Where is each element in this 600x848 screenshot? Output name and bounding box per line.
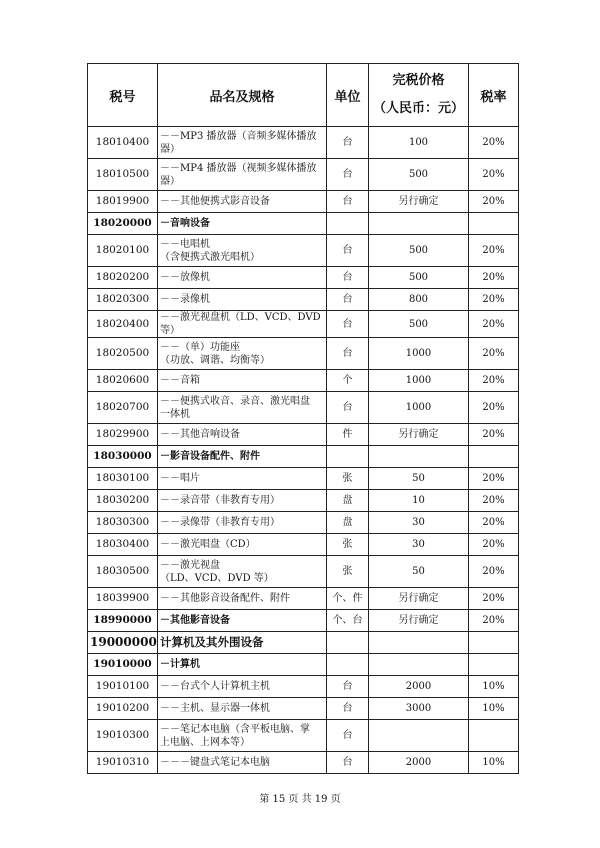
unit-cell: 台 bbox=[327, 392, 369, 424]
price-cell: 另行确定 bbox=[369, 610, 469, 632]
description-line: －－笔记本电脑（含平板电脑、掌 bbox=[160, 723, 310, 735]
rate-cell bbox=[469, 632, 519, 654]
header-rate: 税率 bbox=[469, 64, 519, 127]
rate-cell: 20% bbox=[469, 468, 519, 490]
price-cell: 800 bbox=[369, 289, 469, 311]
price-cell: 1000 bbox=[369, 392, 469, 424]
price-cell: 500 bbox=[369, 159, 469, 191]
table-row bbox=[88, 610, 519, 632]
tariff-code: 18020100 bbox=[88, 235, 158, 267]
rate-cell: 20% bbox=[469, 311, 519, 338]
rate-cell: 20% bbox=[469, 392, 519, 424]
rate-cell: 20% bbox=[469, 512, 519, 534]
unit-cell: 台 bbox=[327, 720, 369, 752]
table-row bbox=[88, 654, 519, 676]
tariff-code: 18029900 bbox=[88, 424, 158, 446]
item-description bbox=[158, 235, 327, 267]
tariff-code: 19010300 bbox=[88, 720, 158, 752]
table-row bbox=[88, 490, 519, 512]
table-row bbox=[88, 159, 519, 191]
tariff-code: 18030500 bbox=[88, 556, 158, 588]
price-cell bbox=[369, 632, 469, 654]
item-description bbox=[158, 534, 327, 556]
table-row bbox=[88, 311, 519, 338]
table-row bbox=[88, 289, 519, 311]
description-line: （功放、调谐、均衡等） bbox=[160, 354, 270, 366]
rate-cell: 10% bbox=[469, 698, 519, 720]
item-description bbox=[158, 588, 327, 610]
unit-cell bbox=[327, 632, 369, 654]
price-cell bbox=[369, 446, 469, 468]
tariff-code: 18039900 bbox=[88, 588, 158, 610]
rate-cell: 20% bbox=[469, 338, 519, 370]
tariff-code: 18019900 bbox=[88, 191, 158, 213]
table-row bbox=[88, 534, 519, 556]
header-price-line1: 完税价格 bbox=[392, 73, 445, 88]
item-description bbox=[158, 446, 327, 468]
description-line: －－激光唱盘（CD） bbox=[160, 539, 256, 550]
item-description bbox=[158, 752, 327, 774]
price-cell: 50 bbox=[369, 556, 469, 588]
item-description bbox=[158, 654, 327, 676]
tariff-code: 18020600 bbox=[88, 370, 158, 392]
tariff-code: 18030400 bbox=[88, 534, 158, 556]
description-line: －－MP3 播放器（音频多媒体播放 bbox=[160, 130, 317, 142]
description-line: －音响设备 bbox=[160, 218, 210, 229]
tariff-code: 19010310 bbox=[88, 752, 158, 774]
table-row bbox=[88, 191, 519, 213]
rate-cell: 20% bbox=[469, 370, 519, 392]
item-description bbox=[158, 720, 327, 752]
unit-cell: 张 bbox=[327, 534, 369, 556]
item-description bbox=[158, 191, 327, 213]
table-row bbox=[88, 446, 519, 468]
table-row bbox=[88, 468, 519, 490]
description-line: －－（单）功能座 bbox=[160, 341, 240, 353]
tariff-code: 19010000 bbox=[88, 654, 158, 676]
item-description bbox=[158, 159, 327, 191]
unit-cell: 盘 bbox=[327, 490, 369, 512]
rate-cell: 20% bbox=[469, 610, 519, 632]
description-line: （含便携式激光唱机） bbox=[160, 251, 260, 263]
tariff-code: 18030300 bbox=[88, 512, 158, 534]
price-cell: 50 bbox=[369, 468, 469, 490]
table-row bbox=[88, 267, 519, 289]
tariff-table bbox=[87, 63, 519, 774]
description-line: （LD、VCD、DVD 等） bbox=[160, 572, 274, 584]
item-description bbox=[158, 468, 327, 490]
rate-cell: 20% bbox=[469, 490, 519, 512]
price-cell bbox=[369, 720, 469, 752]
tariff-code: 18020300 bbox=[88, 289, 158, 311]
header-code: 税号 bbox=[88, 64, 158, 127]
item-description bbox=[158, 213, 327, 235]
unit-cell: 件 bbox=[327, 424, 369, 446]
table-row bbox=[88, 127, 519, 159]
table-row bbox=[88, 698, 519, 720]
unit-cell: 台 bbox=[327, 338, 369, 370]
price-cell bbox=[369, 654, 469, 676]
price-cell: 1000 bbox=[369, 370, 469, 392]
table-body bbox=[88, 127, 519, 774]
tariff-code: 18010400 bbox=[88, 127, 158, 159]
unit-cell: 个、件 bbox=[327, 588, 369, 610]
rate-cell: 20% bbox=[469, 534, 519, 556]
rate-cell: 20% bbox=[469, 127, 519, 159]
price-cell bbox=[369, 213, 469, 235]
price-cell: 2000 bbox=[369, 752, 469, 774]
item-description bbox=[158, 267, 327, 289]
price-cell: 另行确定 bbox=[369, 424, 469, 446]
price-cell: 10 bbox=[369, 490, 469, 512]
unit-cell: 个 bbox=[327, 370, 369, 392]
item-description bbox=[158, 698, 327, 720]
rate-cell: 10% bbox=[469, 752, 519, 774]
item-description bbox=[158, 424, 327, 446]
tariff-code: 19010200 bbox=[88, 698, 158, 720]
tariff-code: 18030100 bbox=[88, 468, 158, 490]
tariff-code: 19000000 bbox=[88, 632, 158, 654]
tariff-code: 18010500 bbox=[88, 159, 158, 191]
description-line: －－激光视盘机（LD、VCD、DVD 等） bbox=[160, 312, 321, 336]
unit-cell: 台 bbox=[327, 698, 369, 720]
description-line: －影音设备配件、附件 bbox=[160, 451, 260, 462]
description-line: 计算机及其外围设备 bbox=[160, 635, 264, 649]
unit-cell: 台 bbox=[327, 676, 369, 698]
item-description bbox=[158, 311, 327, 338]
description-line: －－其他音响设备 bbox=[160, 429, 240, 440]
rate-cell bbox=[469, 446, 519, 468]
description-line: －－录音带（非教育专用） bbox=[160, 495, 280, 506]
price-cell: 2000 bbox=[369, 676, 469, 698]
table-row bbox=[88, 392, 519, 424]
description-line: －－－键盘式笔记本电脑 bbox=[160, 757, 270, 768]
description-line: －－录像机 bbox=[160, 294, 210, 305]
rate-cell: 20% bbox=[469, 424, 519, 446]
description-line: 上电脑、上网本等） bbox=[160, 736, 250, 748]
table-row bbox=[88, 588, 519, 610]
price-cell: 500 bbox=[369, 267, 469, 289]
rate-cell bbox=[469, 720, 519, 752]
price-cell: 1000 bbox=[369, 338, 469, 370]
rate-cell: 20% bbox=[469, 556, 519, 588]
unit-cell: 盘 bbox=[327, 512, 369, 534]
unit-cell: 台 bbox=[327, 159, 369, 191]
rate-cell: 20% bbox=[469, 159, 519, 191]
price-cell: 500 bbox=[369, 311, 469, 338]
description-line: －－便携式收音、录音、激光唱盘 bbox=[160, 395, 310, 407]
item-description bbox=[158, 610, 327, 632]
price-cell: 30 bbox=[369, 512, 469, 534]
table-row bbox=[88, 676, 519, 698]
header-name: 品名及规格 bbox=[158, 64, 327, 127]
unit-cell bbox=[327, 654, 369, 676]
price-cell: 另行确定 bbox=[369, 191, 469, 213]
price-cell: 另行确定 bbox=[369, 588, 469, 610]
unit-cell bbox=[327, 446, 369, 468]
unit-cell bbox=[327, 213, 369, 235]
unit-cell: 台 bbox=[327, 267, 369, 289]
price-cell: 30 bbox=[369, 534, 469, 556]
table-row bbox=[88, 213, 519, 235]
item-description bbox=[158, 127, 327, 159]
description-line: －－电唱机 bbox=[160, 238, 210, 250]
description-line: 一体机 bbox=[160, 408, 190, 420]
rate-cell: 20% bbox=[469, 588, 519, 610]
description-line: －其他影音设备 bbox=[160, 615, 230, 626]
description-line: －－台式个人计算机主机 bbox=[160, 681, 270, 692]
description-line: －－其他便携式影音设备 bbox=[160, 196, 270, 207]
unit-cell: 张 bbox=[327, 556, 369, 588]
table-row bbox=[88, 235, 519, 267]
price-cell: 3000 bbox=[369, 698, 469, 720]
unit-cell: 台 bbox=[327, 311, 369, 338]
rate-cell: 20% bbox=[469, 191, 519, 213]
item-description bbox=[158, 392, 327, 424]
table-row bbox=[88, 720, 519, 752]
description-line: －－唱片 bbox=[160, 473, 200, 484]
item-description bbox=[158, 556, 327, 588]
item-description bbox=[158, 289, 327, 311]
price-cell: 500 bbox=[369, 235, 469, 267]
description-line: －－录像带（非教育专用） bbox=[160, 517, 280, 528]
description-line: －－其他影音设备配件、附件 bbox=[160, 593, 290, 604]
tariff-code: 18020400 bbox=[88, 311, 158, 338]
unit-cell: 台 bbox=[327, 752, 369, 774]
header-price bbox=[369, 64, 469, 127]
unit-cell: 张 bbox=[327, 468, 369, 490]
table-row bbox=[88, 632, 519, 654]
description-line: 器） bbox=[160, 143, 180, 155]
item-description bbox=[158, 512, 327, 534]
tariff-code: 19010100 bbox=[88, 676, 158, 698]
table-row bbox=[88, 338, 519, 370]
unit-cell: 个、台 bbox=[327, 610, 369, 632]
tariff-code: 18020700 bbox=[88, 392, 158, 424]
table-row bbox=[88, 752, 519, 774]
header-unit: 单位 bbox=[327, 64, 369, 127]
description-line: －－MP4 播放器（视频多媒体播放 bbox=[160, 162, 317, 174]
table-row bbox=[88, 424, 519, 446]
description-line: －－音箱 bbox=[160, 375, 200, 386]
tariff-code: 18030000 bbox=[88, 446, 158, 468]
item-description bbox=[158, 676, 327, 698]
tariff-code: 18990000 bbox=[88, 610, 158, 632]
unit-cell: 台 bbox=[327, 127, 369, 159]
rate-cell bbox=[469, 213, 519, 235]
item-description bbox=[158, 632, 327, 654]
item-description bbox=[158, 490, 327, 512]
item-description bbox=[158, 370, 327, 392]
rate-cell: 20% bbox=[469, 267, 519, 289]
rate-cell: 20% bbox=[469, 235, 519, 267]
description-line: －－放像机 bbox=[160, 272, 210, 283]
description-line: －－主机、显示器一体机 bbox=[160, 703, 270, 714]
tariff-code: 18030200 bbox=[88, 490, 158, 512]
unit-cell: 台 bbox=[327, 289, 369, 311]
rate-cell: 10% bbox=[469, 676, 519, 698]
unit-cell: 台 bbox=[327, 191, 369, 213]
price-cell: 100 bbox=[369, 127, 469, 159]
description-line: －－激光视盘 bbox=[160, 559, 220, 571]
unit-cell: 台 bbox=[327, 235, 369, 267]
header-row bbox=[88, 64, 519, 127]
rate-cell bbox=[469, 654, 519, 676]
description-line: 器） bbox=[160, 175, 180, 187]
table-row bbox=[88, 512, 519, 534]
tariff-code: 18020200 bbox=[88, 267, 158, 289]
rate-cell: 20% bbox=[469, 289, 519, 311]
table-row bbox=[88, 370, 519, 392]
description-line: －计算机 bbox=[160, 659, 200, 670]
page-footer: 第 15 页 共 19 页 bbox=[259, 794, 341, 805]
tariff-code: 18020000 bbox=[88, 213, 158, 235]
item-description bbox=[158, 338, 327, 370]
tariff-code: 18020500 bbox=[88, 338, 158, 370]
header-price-line2: （人民币：元） bbox=[372, 101, 464, 116]
table-row bbox=[88, 556, 519, 588]
